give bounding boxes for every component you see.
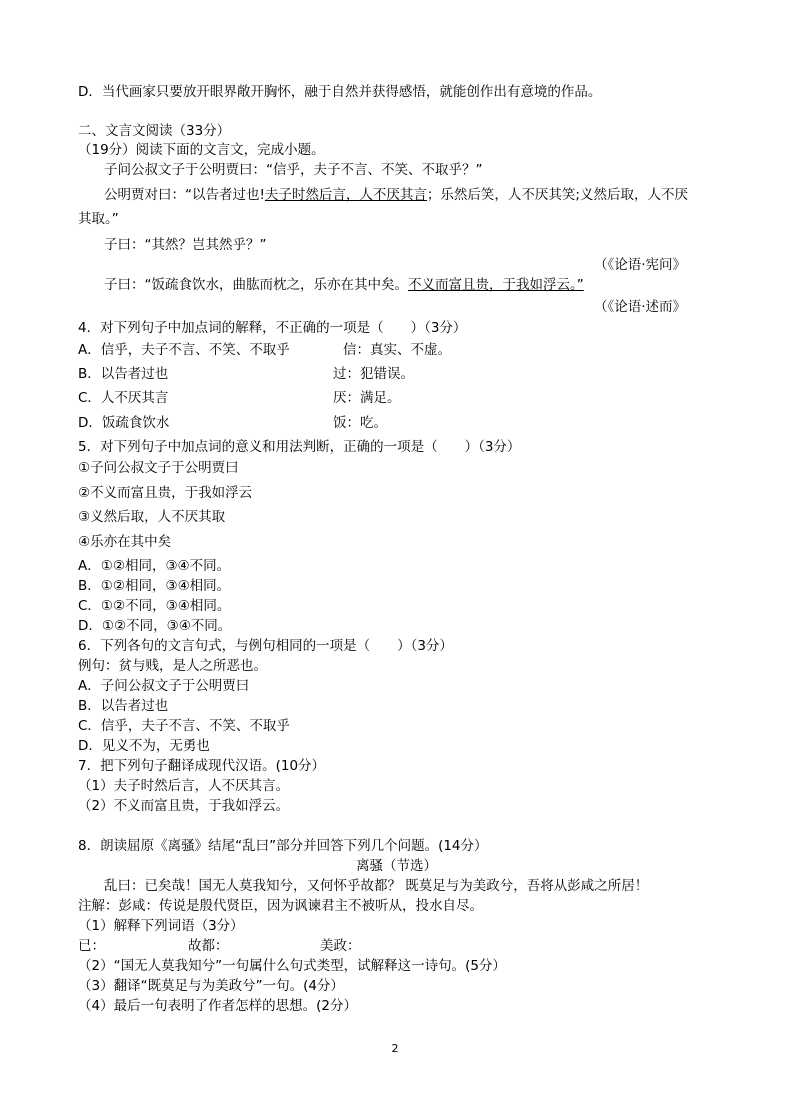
q4-option-a-explain: 信：真实、不虚。 — [343, 342, 451, 358]
q5-option-b: B．①②相同，③④相同。 — [78, 578, 231, 594]
passage-text: ；乐然后笑，人不厌其笑;义然后取，人不厌 — [426, 187, 688, 203]
option-d-previous: D．当代画家只要放开眼界敞开胸怀，融于自然并获得感悟，就能创作出有意境的作品。 — [78, 84, 602, 100]
q6-option-a: A．子问公叔文子于公明贾曰 — [78, 678, 250, 694]
q6-option-d: D．见义不为，无勇也 — [78, 738, 210, 754]
q5-sentence-1: ①子问公叔文子于公明贾曰 — [78, 460, 239, 476]
q8-sub-3: （3）翻译“既莫足与为美政兮”一句。(4分） — [78, 978, 344, 994]
question-7-stem: 7．把下列句子翻译成现代汉语。(10分） — [78, 758, 326, 774]
passage-line-4: 子曰：“其然？岂其然乎？” — [104, 237, 267, 253]
q4-option-c: C．人不厌其言 — [78, 390, 169, 406]
q7-sentence-1: （1）夫子时然后言，人不厌其言。 — [78, 778, 290, 794]
q4-option-d-explain: 饭：吃。 — [333, 415, 387, 431]
question-6-stem: 6．下列各句的文言句式，与例句相同的一项是（ ）（3分） — [78, 638, 453, 654]
q5-sentence-2: ②不义而富且贵，于我如浮云 — [78, 485, 253, 501]
passage-line-1: 子问公叔文子于公明贾曰：“信乎，夫子不言、不笑、不取乎？” — [104, 162, 483, 178]
page-number: 2 — [391, 1042, 399, 1055]
source-citation: （《论语·宪问》 — [594, 257, 687, 273]
q4-option-d: D．饭疏食饮水 — [78, 415, 170, 431]
q5-sentence-4: ④乐亦在其中矣 — [78, 534, 172, 550]
q8-sub-4: （4）最后一句表明了作者怎样的思想。(2分） — [78, 998, 357, 1014]
source-citation: （《论语·述而》 — [594, 299, 687, 315]
poem-note: 注解：彭咸：传说是殷代贤臣，因为讽谏君主不被听从，投水自尽。 — [78, 898, 483, 914]
q4-option-b-explain: 过：犯错误。 — [333, 366, 414, 382]
question-5-stem: 5．对下列句子中加点词的意义和用法判断，正确的一项是（ ）（3分） — [78, 439, 521, 455]
q6-option-c: C．信乎，夫子不言、不笑、不取乎 — [78, 718, 290, 734]
question-4-stem: 4．对下列句子中加点词的解释，不正确的一项是（ ）（3分） — [78, 320, 467, 336]
section-title: 二、文言文阅读（33分） — [78, 123, 231, 139]
question-8-stem: 8．朗读屈原《离骚》结尾“乱曰”部分并回答下列几个问题。(14分） — [78, 838, 488, 854]
q8-word-3: 美政： — [320, 938, 361, 954]
q5-option-d: D．①②不同，③④不同。 — [78, 618, 232, 634]
underlined-sentence: 夫子时然后言，人不厌其言 — [264, 187, 427, 203]
q8-sub-2: （2）“国无人莫我知兮”一句属什么句式类型，试解释这一诗句。(5分） — [78, 958, 506, 974]
q4-option-a: A．信乎，夫子不言、不笑、不取乎 — [78, 342, 290, 358]
q4-option-c-explain: 厌：满足。 — [333, 390, 401, 406]
q6-option-b: B．以告者过也 — [78, 698, 169, 714]
section-instruction: （19分）阅读下面的文言文，完成小题。 — [78, 142, 325, 158]
q7-sentence-2: （2）不义而富且贵，于我如浮云。 — [78, 798, 290, 814]
passage-line-2 — [104, 186, 688, 204]
poem-title: 离骚（节选） — [356, 858, 437, 874]
q8-word-2: 故都： — [188, 938, 229, 954]
passage-line-3: 其取。” — [78, 211, 119, 227]
passage-line-5 — [104, 276, 584, 294]
q8-sub-1: （1）解释下列词语（3分） — [78, 918, 244, 934]
passage-text: 公明贾对曰：“以告者过也! — [104, 187, 265, 203]
passage-text: 子曰：“饭疏食饮水，曲肱而枕之，乐亦在其中矣。 — [104, 277, 408, 293]
underlined-sentence: 不义而富且贵，于我如浮云。” — [408, 277, 584, 293]
q5-option-c: C．①②不同，③④相同。 — [78, 598, 231, 614]
q5-option-a: A．①②相同，③④不同。 — [78, 558, 231, 574]
q4-option-b: B．以告者过也 — [78, 366, 169, 382]
q6-example: 例句：贫与贱，是人之所恶也。 — [78, 658, 267, 674]
q8-word-1: 已： — [78, 938, 105, 954]
poem-text: 乱曰：已矣哉！国无人莫我知兮，又何怀乎故都？ 既莫足与为美政兮，吾将从彭咸之所居！ — [104, 878, 649, 894]
q5-sentence-3: ③义然后取，人不厌其取 — [78, 509, 226, 525]
